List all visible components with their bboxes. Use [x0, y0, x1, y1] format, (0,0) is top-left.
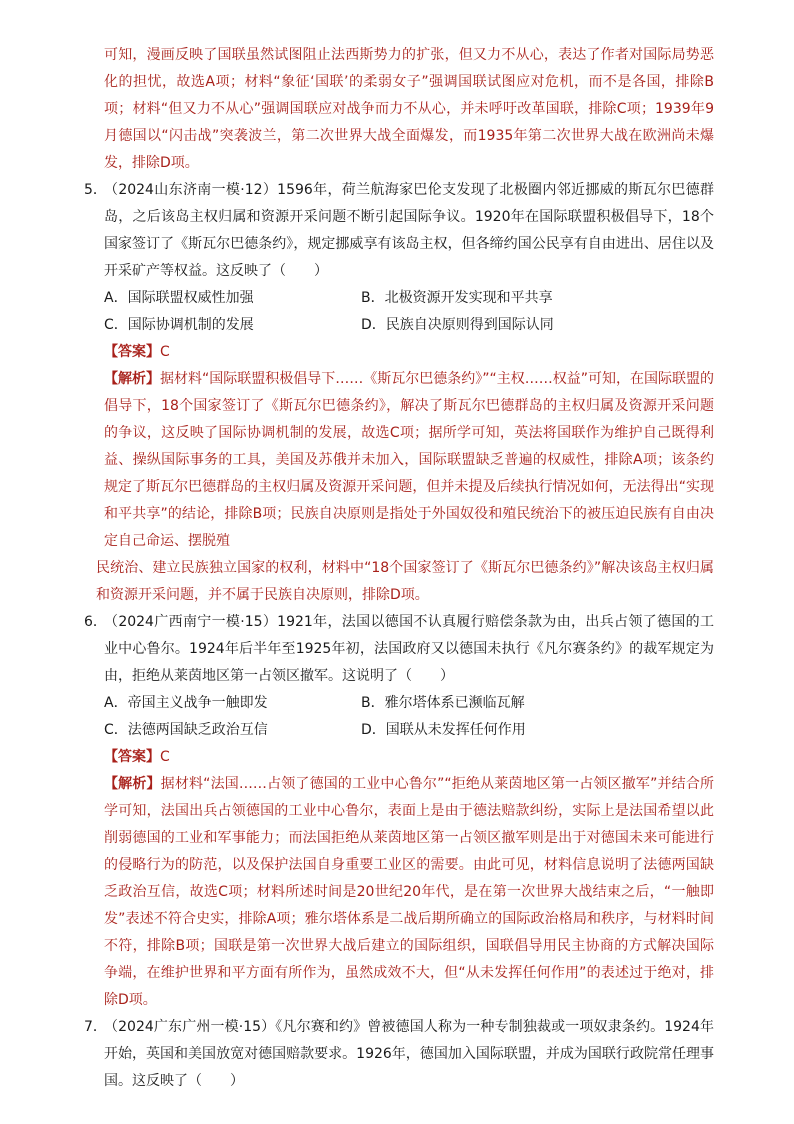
options-row	[104, 717, 714, 744]
option-d: D．民族自决原则得到国际认同	[361, 317, 554, 333]
question-stem: （2024广西南宁一模·15）1921年，法国以德国不认真履行赔偿条款为由，出兵占领了德国的工业中心鲁尔。1924年后半年至1925年初，法国政府又以德国未执行《凡尔赛条约》的裁军规定为由，拒绝从莱茵地区第一占领区撤军。这说明了（ ）	[104, 614, 714, 684]
analysis-continued: 民统治、建立民族独立国家的权利，材料中“18个国家签订了《斯瓦尔巴德条约》”解决该岛主权归属和资源开采问题，并不属于民族自决原则，排除D项。	[96, 560, 714, 603]
question-5	[84, 177, 715, 609]
options-row	[104, 285, 714, 312]
analysis-text: 据材料“国际联盟积极倡导下……《斯瓦尔巴德条约》”“主权……权益”可知，在国际联盟的倡导下，18个国家签订了《斯瓦尔巴德条约》，解决了斯瓦尔巴德群岛的主权归属及资源开采问题的争议，这反映了国际协调机制的发展，故选C项；据所学可知，英法将国联作为维护自己既得利益、操纵国际事务的工具，美国及苏俄并未加入，国际联盟缺乏普遍的权威性，排除A项；该条约规定了斯瓦尔巴德群岛的主权归属及资源开采问题，但并未提及后续执行情况如何，无法得出“实现和平共享”的结论，排除B项；民族自决原则是指处于外国奴役和殖民统治下的被压迫民族有自由决定自己命运、摆脱殖	[104, 371, 715, 549]
option-c: C．国际协调机制的发展	[104, 317, 254, 333]
analysis-label: 【解析】	[104, 776, 161, 792]
analysis-label: 【解析】	[104, 371, 160, 387]
question-number: 7．	[84, 1019, 107, 1035]
answer-label: 【答案】	[104, 344, 160, 360]
previous-explanation: 可知，漫画反映了国联虽然试图阻止法西斯势力的扩张，但又力不从心，表达了作者对国际局势恶化的担忧，故选A项；材料“象征‘国联’的柔弱女子”强调国联试图应对危机，而不是各国，排除B项；材料“但又力不从心”强调国联应对战争而力不从心，并未呼吁改革国联，排除C项；1939年9月德国以“闪击战”突袭波兰，第二次世界大战全面爆发，而1935年第二次世界大战在欧洲尚未爆发，排除D项。	[104, 47, 714, 171]
question-7	[84, 1014, 714, 1095]
answer-value: C	[160, 344, 170, 360]
options-row	[104, 312, 714, 339]
analysis-text: 据材料“法国……占领了德国的工业中心鲁尔”“拒绝从莱茵地区第一占领区撤军”并结合所学可知，法国出兵占领德国的工业中心鲁尔，表面上是由于德法赔款纠纷，实际上是法国希望以此削弱德国的工业和军事能力；而法国拒绝从莱茵地区第一占领区撤军则是出于对德国未来可能进行的侵略行为的防范，以及保护法国自身重要工业区的需要。由此可见，材料信息说明了法德两国缺乏政治互信，故选C项；材料所述时间是20世纪20年代，是在第一次世界大战结束之后，“一触即发”表述不符合史实，排除A项；雅尔塔体系是二战后期所确立的国际政治格局和秩序，与材料时间不符，排除B项；国联是第一次世界大战后建立的国际组织，国联倡导用民主协商的方式解决国际争端，在维护世界和平方面有所作为，虽然成效不大，但“从未发挥任何作用”的表述过于绝对，排除D项。	[104, 776, 715, 1008]
answer-value: C	[160, 749, 170, 765]
answer-label: 【答案】	[104, 749, 160, 765]
option-a: A．国际联盟权威性加强	[104, 290, 254, 306]
analysis	[104, 771, 714, 1014]
option-b: B．雅尔塔体系已濒临瓦解	[361, 695, 525, 711]
option-a: A．帝国主义战争一触即发	[104, 695, 268, 711]
answer-line	[104, 744, 714, 771]
question-6	[84, 609, 715, 1014]
question-stem: （2024广东广州一模·15）《凡尔赛和约》曾被德国人称为一种专制独裁或一项奴隶条约。1924年开始，英国和美国放宽对德国赔款要求。1926年，德国加入国际联盟，并成为国联行政院常任理事国。这反映了（ ）	[104, 1019, 714, 1089]
question-stem: （2024山东济南一模·12）1596年，荷兰航海家巴伦支发现了北极圈内邻近挪威的斯瓦尔巴德群岛，之后该岛主权归属和资源开采问题不断引起国际争议。1920年在国际联盟积极倡导下，18个国家签订了《斯瓦尔巴德条约》，规定挪威享有该岛主权，但各缔约国公民享有自由进出、居住以及开采矿产等权益。这反映了（ ）	[104, 182, 714, 279]
question-number: 6．	[84, 614, 107, 630]
question-number: 5．	[84, 182, 107, 198]
option-c: C．法德两国缺乏政治互信	[104, 722, 268, 738]
option-b: B．北极资源开发实现和平共享	[361, 290, 553, 306]
options-row	[104, 690, 714, 717]
answer-line	[104, 339, 714, 366]
option-d: D．国联从未发挥任何作用	[361, 722, 526, 738]
analysis	[104, 366, 714, 555]
